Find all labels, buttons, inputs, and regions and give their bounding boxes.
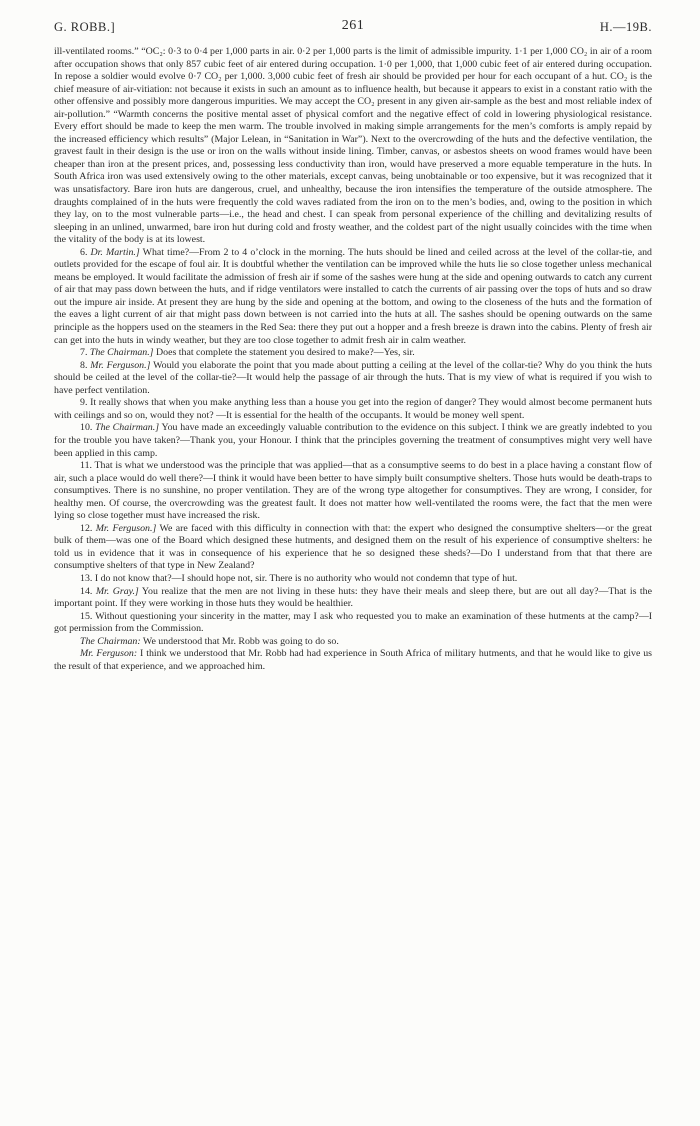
speaker-name: Mr. Ferguson.] bbox=[95, 522, 157, 534]
paragraph-continued bbox=[54, 46, 652, 247]
paragraph-text: Does that complete the statement you desired to make?—Yes, sir. bbox=[156, 347, 415, 359]
evidence-text bbox=[54, 46, 652, 673]
question-number: 12. bbox=[80, 522, 93, 534]
paragraph-text: What time?—From 2 to 4 o’clock in the morning. The huts should be lined and ceiled across at the level of the collar-tie, and outlets provided for the escape of foul air. It is doubtful whether the ventilation can be improved while the huts lie so close together unless mechanical means be employed. It would facilitate the admission of fresh air if some of the sashes were hung at the side and opening outwards to catch any current of air that may pass down between the huts, and if ridge ventilators were installed to catch the currents of air passing over the tops of huts and so draw out the impure air inside. At present they are hung by the side and opening at the bottom, and owing to the closeness of the huts and the formation of the eaves a light current of air that might pass down between is not carried into the huts at all. The sashes should be opening outwards on the same principle as the hoppers used on the steamers in the Red Sea: there they put out a hopper and a fresh breeze is drawn into the cabins. Plenty of fresh air can get into the huts in windy weather, but they are too close together to admit fresh air in calm weather. bbox=[54, 246, 652, 346]
speaker-name: Mr. Gray.] bbox=[95, 585, 139, 597]
question-number: 10. bbox=[80, 422, 93, 434]
paragraph-chairman-remark bbox=[54, 636, 652, 649]
paragraph-12 bbox=[54, 523, 652, 573]
question-number: 9. bbox=[80, 397, 88, 409]
question-number: 13. bbox=[80, 572, 93, 584]
paragraph-8 bbox=[54, 360, 652, 398]
header-paper-ref: H.—19B. bbox=[599, 20, 652, 34]
question-number: 6. bbox=[80, 246, 88, 258]
paragraph-text: Would you elaborate the point that you made about putting a ceiling at the level of the collar-tie? Why do you think the huts should be ceiled at the level of the collar-tie?—It would help the passage of air through the huts. That is my view of what is required if you wish to have perfect ventilation. bbox=[54, 359, 652, 396]
paragraph-15 bbox=[54, 611, 652, 636]
paragraph-7 bbox=[54, 347, 652, 360]
paragraph-9 bbox=[54, 397, 652, 422]
speaker-name: Mr. Ferguson.] bbox=[90, 359, 151, 371]
paragraph-11 bbox=[54, 460, 652, 523]
paragraph-text: Without questioning your sincerity in the matter, may I ask who requested you to make an examination of these hutments at the camp?—I got permission from the Commission. bbox=[54, 610, 652, 635]
question-number: 11. bbox=[80, 460, 92, 472]
paragraph-text: ill-ventilated rooms.” “OC₂: 0·3 to 0·4 per 1,000 parts in air. 0·2 per 1,000 parts is the limit of admissible impurity. 1·1 per 1,000 CO₂ in air of a room after occupation shows that only 857 cubic feet of air entered during occupation. 1·0 per 1,000, that 1,000 cubic feet of air entered during occupation. In repose a soldier would evolve 0·7 CO₂ per 1,000. 3,000 cubic feet of fresh air should be provided per hour for each occupant of a hut. CO₂ is the chief measure of air-vitiation: not because it exists in such an amount as to influence health, but because it appears to exist in a constant ratio with the other offensive and possibly more dangerous impurities. We may accept the CO₂ present in any given air-sample as the best and most reliable index of air-pollution.” “Warmth concerns the positive mental asset of physical comfort and the negative effect of cold in lowering physiological resistance. Every effort should be made to keep the men warm. The trouble involved in making simple arrangements for the men’s comforts is amply repaid by the increased efficiency which results” (Major Lelean, in “Sanitation in War”). Next to the overcrowding of the huts and the defective ventilation, the gravest fault in their design is the use or iron on the walls without inside lining. Timber, canvas, or asbestos sheets on wood frames would have been cheaper than iron at the present prices, and, possessing less conductivity than iron, would have preserved a more equable temperature in the huts. In South Africa iron was used extensively owing to the other materials, except canvas, being unobtainable or too expensive, but it was recognized that it was unsatisfactory. Bare iron huts are dangerous, cruel, and unhealthy, because the iron intensifies the temperature of the outside atmosphere. The draughts complained of in the huts were frequently the cold waves radiated from the iron on to the men’s bodies, and, owing to the position in which they lay, on to the most vulnerable parts—i.e., the head and chest. I can speak from personal experience of the chilling and devitalizing results of sleeping in an unlined, unwarmed, bare iron hut during cold and frosty weather, and the coldest part of the night usually coincides with the time when the vitality of the body is at its lowest. bbox=[54, 46, 652, 246]
question-number: 8. bbox=[80, 359, 88, 371]
paragraph-text: You have made an exceedingly valuable contribution to the evidence on this subject. I think we are greatly indebted to you for the trouble you have taken?—Thank you, your Honour. I think that the principles governing the treatment of consumptives might very well have been applied in this camp. bbox=[54, 422, 653, 459]
question-number: 15. bbox=[80, 610, 93, 622]
question-number: 7. bbox=[80, 347, 88, 359]
speaker-name: The Chairman: bbox=[80, 635, 141, 647]
paragraph-ferguson-remark bbox=[54, 648, 652, 673]
paragraph-13 bbox=[54, 573, 652, 586]
header-witness-name: G. ROBB.] bbox=[54, 20, 116, 34]
speaker-name: The Chairman.] bbox=[89, 347, 154, 359]
page-number: 261 bbox=[341, 18, 365, 33]
paragraph-14 bbox=[54, 586, 652, 611]
paragraph-text: I think we understood that Mr. Robb had had experience in South Africa of military hutments, and that he would like to give us the result of that experience, and we approached him. bbox=[54, 648, 653, 672]
paragraph-text: We understood that Mr. Robb was going to do so. bbox=[142, 635, 339, 647]
paragraph-6 bbox=[54, 247, 652, 347]
speaker-name: Mr. Ferguson: bbox=[80, 648, 138, 660]
speaker-name: Dr. Martin.] bbox=[90, 246, 140, 258]
speaker-name: The Chairman.] bbox=[95, 422, 160, 434]
page-header bbox=[54, 20, 652, 42]
question-number: 14. bbox=[80, 585, 93, 597]
paragraph-text: That is what we understood was the principle that was applied—that as a consumptive seems to do best in a place having a constant flow of air, such a place would do well there?—I think it would have been better to have simply built consumptive shelters. Those huts would be death-traps to consumptives. There is no sunshine, no proper ventilation. They are of the wrong type altogether for consumptives. They are wrong, I consider, for healthy men. Of course, the overcrowding was the greatest fault. It does not matter how well-ventilated the rooms were, the fact that the men were lying so close together must have increased the risk. bbox=[54, 460, 652, 522]
paragraph-text: It really shows that when you make anything less than a house you get into the region of danger? They would almost become permanent huts with ceilings and so on, would they not? —It is essential for the health of the occupants. It would be money well spent. bbox=[54, 397, 653, 421]
paragraph-10 bbox=[54, 422, 652, 460]
paragraph-text: I do not know that?—I should hope not, sir. There is no authority who would not condemn that type of hut. bbox=[94, 572, 518, 584]
paragraph-text: We are faced with this difficulty in connection with that: the expert who designed the consumptive shelters—or the great bulk of them—was one of the Board which designed these hutments, and designed them on the result of his experience of consumptive shelters: he told us in evidence that it was in consequence of his experience that he so designed these sheds?—Do I understand from that that there are consumptive shelters of that type in New Zealand? bbox=[54, 522, 652, 572]
paragraph-text: You realize that the men are not living in these huts: they have their meals and sleep there, but are out all day?—That is the important point. If they were working in those huts they would be healthier. bbox=[54, 585, 652, 610]
